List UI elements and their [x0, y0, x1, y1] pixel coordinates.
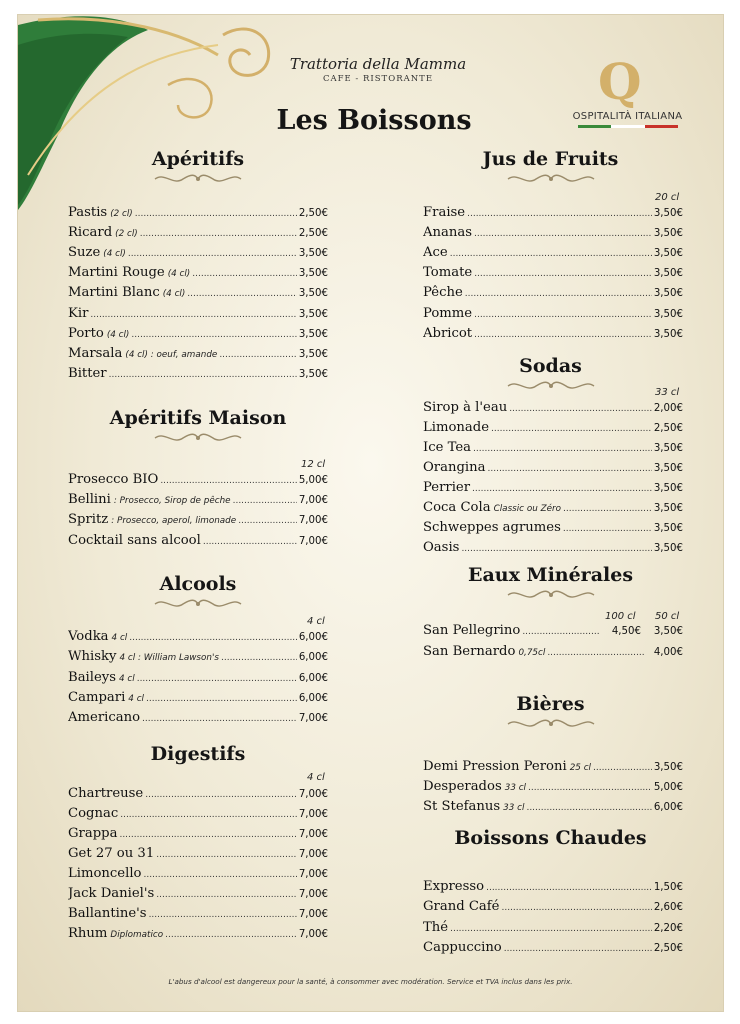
dot-leader: [143, 870, 296, 880]
item-note: Classic ou Zéro: [493, 504, 562, 514]
section-jus-de-fruits: [418, 148, 683, 186]
menu-item-row: [423, 759, 683, 779]
menu-item-row: [68, 533, 328, 553]
menu-item-row: [68, 245, 328, 265]
item-name: Pastis: [68, 205, 108, 220]
menu-item-row: [423, 940, 683, 960]
item-price: 7,00€: [298, 515, 328, 527]
ornament-divider: [506, 172, 596, 186]
item-note: 0,75cl: [518, 648, 546, 658]
item-price: 2,20€: [653, 922, 683, 934]
item-price: 6,00€: [298, 652, 328, 664]
item-price-small: 3,50€: [653, 626, 683, 637]
menu-item-row: [68, 346, 328, 366]
item-name: Orangina: [423, 460, 486, 475]
item-name: Baileys: [68, 669, 117, 685]
menu-item-row: [68, 846, 328, 866]
menu-item-row: [423, 920, 683, 940]
item-price: 2,50€: [298, 208, 328, 219]
item-price: 3,50€: [653, 483, 683, 494]
item-name: Coca Cola: [423, 500, 491, 515]
menu-item-row: [68, 906, 328, 926]
dot-leader: [522, 627, 599, 637]
restaurant-subtitle: CAFE - RISTORANTE: [322, 74, 434, 84]
menu-item-row: [423, 245, 683, 265]
item-name: Schweppes agrumes: [423, 520, 561, 535]
item-name: Martini Blanc: [68, 285, 160, 301]
dot-leader: [221, 653, 297, 663]
item-name: Get 27 ou 31: [68, 846, 155, 861]
item-price: 2,50€: [653, 942, 683, 954]
item-name: St Stefanus: [423, 799, 501, 815]
item-name: Pêche: [423, 285, 463, 301]
menu-item-row: [68, 866, 328, 886]
item-note: 4 cl: [128, 693, 144, 704]
item-name: San Bernardo: [423, 644, 516, 659]
item-name: Rhum: [68, 926, 108, 941]
item-price: 3,50€: [298, 368, 328, 380]
item-note: 4 cl: [111, 633, 128, 643]
item-name: San Pellegrino: [423, 623, 521, 638]
menu-item-row: [423, 480, 683, 500]
item-price: 7,00€: [298, 869, 328, 880]
section-title: Sodas: [519, 355, 582, 377]
item-price: 3,50€: [298, 308, 328, 320]
dot-leader: [467, 209, 652, 219]
restaurant-name: Trattoria della Mamma: [289, 55, 467, 73]
menu-item-row: [68, 205, 328, 225]
item-name: Whisky: [68, 649, 117, 665]
dot-leader: [192, 269, 297, 279]
item-name: Ballantine's: [68, 906, 147, 921]
dot-leader: [474, 269, 652, 279]
item-name: Cocktail sans alcool: [68, 532, 201, 548]
item-name: Desperados: [423, 779, 502, 795]
menu-item-row: [68, 670, 328, 690]
menu-item-row: [423, 879, 683, 899]
unit-label: 4 cl: [307, 772, 325, 783]
menu-item-row: [68, 786, 328, 806]
dot-leader: [526, 803, 651, 813]
item-name: Limoncello: [68, 866, 142, 881]
item-note: (2 cl): [115, 229, 138, 240]
item-name: Fraise: [423, 205, 466, 220]
dot-leader: [593, 763, 652, 773]
section-title: Alcools: [159, 573, 237, 595]
dot-leader: [109, 370, 297, 380]
item-name: Ricard: [68, 225, 113, 241]
item-price: 3,50€: [653, 248, 683, 260]
item-price-small: 4,00€: [653, 647, 683, 658]
item-price: 3,50€: [298, 328, 328, 340]
section-bieres: [418, 693, 683, 731]
menu-item-row: [423, 420, 683, 440]
section-boissons-chaudes: [418, 827, 683, 849]
dot-leader: [137, 674, 297, 684]
menu-item-row: [68, 492, 328, 512]
menu-item-row: [68, 326, 328, 346]
item-note: (4 cl): [167, 269, 191, 280]
item-price: 2,60€: [653, 902, 683, 914]
item-note: 33 cl: [503, 803, 525, 814]
section-eaux-minerales: [418, 564, 683, 602]
item-price: 3,50€: [653, 443, 683, 454]
item-price: 2,00€: [653, 403, 683, 414]
item-name: Vodka: [68, 629, 109, 644]
item-price: 6,00€: [298, 672, 328, 684]
legal-disclaimer: L'abus d'alcool est dangereux pour la santé, à consommer avec modération. Service et TVA inclus dans les prix.: [168, 977, 573, 986]
dot-leader: [233, 496, 297, 506]
item-name: Tomate: [423, 265, 473, 281]
dot-leader: [131, 330, 296, 340]
item-name: Marsala: [68, 345, 123, 361]
menu-item-row: [423, 265, 683, 285]
menu-item-row: [423, 899, 683, 919]
menu-item-row: [423, 799, 683, 819]
menu-item-row: [68, 225, 328, 245]
dot-leader: [140, 229, 297, 239]
q-logo-letter: Q: [598, 52, 642, 111]
dot-leader: [146, 694, 297, 704]
menu-item-row: [423, 326, 683, 346]
dot-leader: [165, 930, 297, 940]
ornament-divider: [153, 597, 243, 611]
item-note: : Prosecco, Sirop de pêche: [113, 496, 231, 507]
item-price: 3,50€: [298, 348, 328, 360]
dot-leader: [145, 790, 297, 800]
item-price: 3,50€: [653, 208, 683, 219]
page-title: Les Boissons: [276, 105, 472, 136]
menu-item-row: [423, 623, 683, 643]
menu-item-row: [68, 306, 328, 326]
item-price: 3,50€: [653, 463, 683, 474]
menu-item-row: [423, 779, 683, 799]
dot-leader: [450, 249, 652, 259]
item-name: Chartreuse: [68, 786, 144, 801]
dot-leader: [491, 424, 652, 434]
dot-leader: [450, 924, 652, 934]
item-name: Pomme: [423, 305, 473, 321]
dot-leader: [488, 464, 652, 474]
menu-item-row: [68, 826, 328, 846]
item-price: 7,00€: [298, 535, 328, 547]
item-note: 4 cl: [119, 673, 135, 684]
dot-leader: [461, 544, 651, 554]
ospitalita-italiana-badge: [560, 52, 695, 137]
dot-leader: [547, 648, 645, 658]
menu-item-row: [423, 400, 683, 420]
dot-leader: [129, 633, 297, 643]
section-title: Apéritifs Maison: [109, 407, 287, 429]
item-note: (2 cl): [110, 209, 133, 219]
menu-item-row: [423, 440, 683, 460]
menu-item-row: [68, 886, 328, 906]
item-note: 4 cl : William Lawson's: [119, 653, 219, 664]
item-name: Suze: [68, 245, 101, 261]
item-price: 3,50€: [653, 503, 683, 514]
item-name: Expresso: [423, 879, 485, 894]
item-price: 7,00€: [298, 789, 328, 800]
restaurant-brand: [278, 55, 478, 84]
menu-item-row: [423, 540, 683, 560]
item-name: Porto: [68, 325, 104, 341]
item-note: Diplomatico: [110, 930, 164, 940]
unit-label: 20 cl: [655, 192, 680, 203]
item-price: 7,00€: [298, 495, 328, 507]
menu-item-row: [423, 500, 683, 520]
section-aperitifs: [68, 148, 328, 186]
item-price: 3,50€: [653, 288, 683, 300]
unit-label-large: 100 cl: [605, 611, 636, 622]
item-price: 3,50€: [653, 523, 683, 534]
section-title: Digestifs: [150, 743, 246, 765]
dot-leader: [473, 444, 652, 454]
dot-leader: [528, 783, 652, 793]
menu-item-row: [423, 460, 683, 480]
section-title: Jus de Fruits: [482, 148, 619, 170]
dot-leader: [474, 229, 652, 239]
dot-leader: [120, 810, 297, 820]
menu-item-row: [423, 285, 683, 305]
item-price-large: 4,50€: [611, 626, 641, 637]
dot-leader: [474, 330, 652, 340]
item-name: Limonade: [423, 420, 490, 435]
item-note: (4 cl): [162, 289, 186, 300]
item-price: 3,50€: [298, 248, 328, 260]
menu-item-row: [423, 644, 683, 664]
item-name: Thé: [423, 919, 449, 935]
item-price: 7,00€: [298, 713, 328, 725]
item-name: Kir: [68, 305, 89, 321]
item-name: Cognac: [68, 806, 119, 821]
section-digestifs: [68, 743, 328, 765]
item-name: Ananas: [423, 225, 473, 241]
menu-item-row: [68, 926, 328, 946]
menu-item-row: [423, 306, 683, 326]
dot-leader: [128, 249, 297, 259]
item-price: 7,00€: [298, 889, 328, 900]
section-title: Eaux Minérales: [467, 564, 634, 586]
item-name: Demi Pression Peroni: [423, 759, 567, 774]
item-price: 1,50€: [653, 882, 683, 893]
item-note: 25 cl: [569, 763, 591, 773]
item-name: Grappa: [68, 826, 118, 841]
menu-item-row: [68, 690, 328, 710]
item-price: 3,50€: [653, 308, 683, 320]
item-price: 6,00€: [298, 692, 328, 704]
menu-item-row: [423, 520, 683, 540]
item-note: : Prosecco, aperol, limonade: [111, 516, 237, 527]
item-price: 7,00€: [298, 929, 328, 940]
dot-leader: [474, 310, 652, 320]
dot-leader: [135, 209, 297, 219]
section-sodas: [418, 355, 683, 393]
menu-item-row: [423, 225, 683, 245]
item-name: Cappuccino: [423, 939, 502, 955]
menu-item-row: [68, 629, 328, 649]
item-note: (4 cl): [106, 329, 130, 340]
ornament-divider: [506, 379, 596, 393]
item-price: 5,00€: [653, 782, 683, 794]
item-price: 7,00€: [298, 809, 328, 820]
dot-leader: [142, 714, 297, 724]
item-name: Jack Daniel's: [68, 886, 155, 901]
item-name: Abricot: [423, 325, 473, 341]
dot-leader: [509, 404, 652, 414]
item-name: Prosecco BIO: [68, 472, 159, 487]
item-name: Spritz: [68, 512, 109, 528]
item-price: 7,00€: [298, 829, 328, 840]
badge-name: OSPITALITÀ ITALIANA: [572, 111, 683, 122]
item-note: (4 cl) : oeuf, amande: [125, 349, 218, 360]
dot-leader: [149, 910, 297, 920]
section-title: Apéritifs: [151, 148, 245, 170]
item-price: 3,50€: [298, 268, 328, 280]
item-name: Campari: [68, 689, 126, 705]
ornament-divider: [153, 431, 243, 445]
item-name: Ice Tea: [423, 440, 472, 455]
item-name: Bitter: [68, 365, 107, 381]
item-note: 33 cl: [504, 783, 526, 794]
item-price: 7,00€: [298, 909, 328, 920]
dot-leader: [238, 516, 297, 526]
item-name: Sirop à l'eau: [423, 400, 508, 415]
ornament-divider: [506, 588, 596, 602]
menu-item-row: [68, 366, 328, 386]
menu-item-row: [68, 806, 328, 826]
dot-leader: [501, 903, 651, 913]
item-price: 7,00€: [298, 849, 328, 860]
ornament-divider: [153, 172, 243, 186]
menu-page: [17, 14, 724, 1012]
unit-label: 12 cl: [301, 459, 326, 470]
menu-item-row: [68, 265, 328, 285]
item-price: 5,00€: [298, 475, 328, 486]
dot-leader: [156, 890, 297, 900]
item-name: Grand Café: [423, 899, 500, 915]
dot-leader: [187, 289, 297, 299]
menu-item-row: [68, 472, 328, 492]
item-price: 3,50€: [298, 288, 328, 300]
section-alcools: [68, 573, 328, 611]
dot-leader: [486, 883, 652, 893]
dot-leader: [472, 484, 652, 494]
dot-leader: [160, 476, 297, 486]
item-price: 3,50€: [653, 228, 683, 240]
menu-item-row: [68, 512, 328, 532]
unit-label: 33 cl: [655, 387, 680, 398]
item-name: Americano: [68, 710, 141, 726]
item-price: 3,50€: [653, 328, 683, 340]
unit-label-small: 50 cl: [655, 611, 680, 622]
menu-item-row: [68, 285, 328, 305]
section-aperitifs-maison: [68, 407, 328, 445]
menu-item-row: [68, 649, 328, 669]
item-name: Perrier: [423, 480, 471, 495]
dot-leader: [119, 830, 296, 840]
item-name: Bellini: [68, 492, 111, 508]
section-title: Bières: [516, 693, 585, 715]
dot-leader: [504, 944, 652, 954]
item-price: 6,00€: [298, 632, 328, 643]
item-price: 2,50€: [653, 423, 683, 434]
item-price: 3,50€: [653, 543, 683, 554]
dot-leader: [563, 504, 652, 514]
dot-leader: [219, 350, 297, 360]
item-name: Oasis: [423, 540, 460, 555]
item-name: Martini Rouge: [68, 265, 165, 281]
section-title: Boissons Chaudes: [454, 827, 647, 849]
dot-leader: [156, 850, 297, 860]
dot-leader: [563, 524, 652, 534]
item-name: Ace: [423, 245, 448, 261]
menu-item-row: [423, 205, 683, 225]
unit-label: 4 cl: [307, 616, 325, 627]
item-price: 3,50€: [653, 268, 683, 280]
item-note: (4 cl): [103, 249, 126, 260]
item-price: 3,50€: [653, 762, 683, 773]
item-price: 2,50€: [298, 228, 328, 240]
italian-flag-stripe: [578, 125, 678, 128]
ornament-divider: [506, 717, 596, 731]
menu-item-row: [68, 710, 328, 730]
dot-leader: [203, 537, 297, 547]
item-price: 6,00€: [653, 802, 683, 814]
dot-leader: [90, 310, 296, 320]
dot-leader: [465, 289, 652, 299]
